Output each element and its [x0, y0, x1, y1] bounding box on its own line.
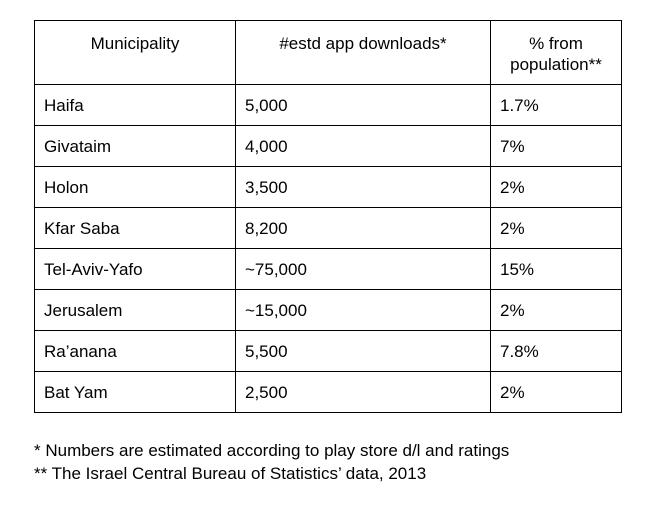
- municipality-cell: Haifa: [35, 85, 236, 126]
- table-row: [35, 208, 622, 249]
- downloads-cell: 8,200: [236, 208, 491, 249]
- downloads-cell: 5,500: [236, 331, 491, 372]
- downloads-table: [34, 20, 622, 413]
- table-row: [35, 331, 622, 372]
- downloads-cell: 5,000: [236, 85, 491, 126]
- municipality-cell: Jerusalem: [35, 290, 236, 331]
- table-row: [35, 249, 622, 290]
- downloads-cell: ~15,000: [236, 290, 491, 331]
- percent-cell: 7%: [491, 126, 622, 167]
- percent-cell: 2%: [491, 208, 622, 249]
- municipality-cell: Ra’anana: [35, 331, 236, 372]
- percent-cell: 1.7%: [491, 85, 622, 126]
- percent-cell: 2%: [491, 167, 622, 208]
- footnote-estimate: * Numbers are estimated according to play store d/l and ratings: [34, 441, 510, 460]
- municipality-cell: Tel-Aviv-Yafo: [35, 249, 236, 290]
- table-row: [35, 167, 622, 208]
- footnote-source: ** The Israel Central Bureau of Statistics’ data, 2013: [34, 464, 427, 483]
- municipality-cell: Givataim: [35, 126, 236, 167]
- municipality-cell: Bat Yam: [35, 372, 236, 413]
- downloads-cell: ~75,000: [236, 249, 491, 290]
- municipality-cell: Holon: [35, 167, 236, 208]
- table-row: [35, 126, 622, 167]
- table-row: [35, 290, 622, 331]
- downloads-cell: 2,500: [236, 372, 491, 413]
- header-row: [35, 21, 622, 85]
- header-municipality: Municipality: [35, 21, 236, 85]
- footnotes: [34, 439, 509, 485]
- downloads-cell: 3,500: [236, 167, 491, 208]
- percent-cell: 2%: [491, 290, 622, 331]
- header-population-percent: % from population**: [491, 21, 622, 85]
- table-row: [35, 85, 622, 126]
- table-row: [35, 372, 622, 413]
- downloads-cell: 4,000: [236, 126, 491, 167]
- percent-cell: 7.8%: [491, 331, 622, 372]
- header-downloads: #estd app downloads*: [236, 21, 491, 85]
- percent-cell: 15%: [491, 249, 622, 290]
- municipality-cell: Kfar Saba: [35, 208, 236, 249]
- percent-cell: 2%: [491, 372, 622, 413]
